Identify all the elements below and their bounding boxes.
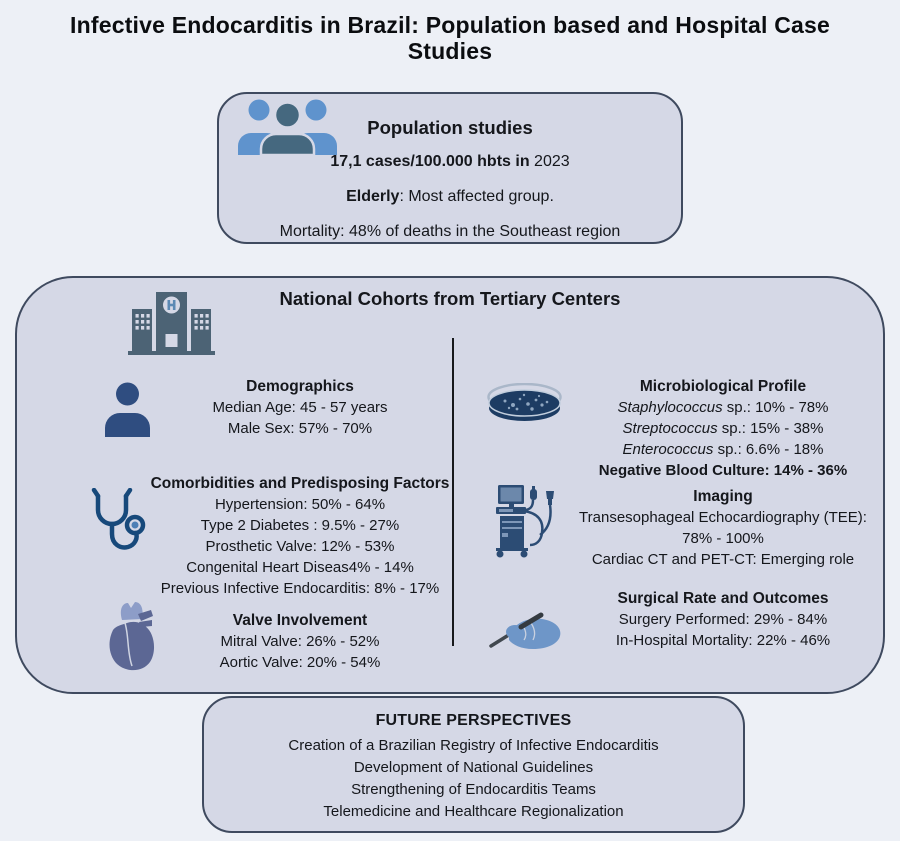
- genus-range: sp.: 15% - 38%: [717, 420, 824, 437]
- mortality-line: Mortality: 48% of deaths in the Southeast region: [279, 223, 621, 240]
- section-line: In-Hospital Mortality: 22% - 46%: [615, 632, 831, 649]
- section-title: Microbiological Profile: [639, 378, 807, 395]
- scalpel-hand-icon: [487, 608, 563, 650]
- section-line: Type 2 Diabetes : 9.5% - 27%: [200, 517, 400, 534]
- section-line: Mitral Valve: 26% - 52%: [220, 633, 380, 650]
- section-title: Valve Involvement: [232, 612, 368, 629]
- section-surgical-outcomes: [553, 588, 893, 651]
- genus-name: Streptococcus: [622, 420, 718, 437]
- section-title: Comorbidities and Predisposing Factors: [150, 475, 450, 492]
- ultrasound-machine-icon: [488, 485, 557, 558]
- future-line: Creation of a Brazilian Registry of Infective Endocarditis: [288, 737, 659, 754]
- page-title: Infective Endocarditis in Brazil: Population based and Hospital Case Studies: [70, 12, 830, 64]
- section-line: Previous Infective Endocarditis: 8% - 17%: [160, 580, 440, 597]
- genus-range: sp.: 6.6% - 18%: [713, 441, 824, 458]
- micro-row: [553, 460, 893, 481]
- section-comorbidities: [130, 473, 470, 599]
- section-title: Imaging: [693, 488, 753, 505]
- elderly-text: : Most affected group.: [399, 188, 554, 205]
- section-line: Median Age: 45 - 57 years: [212, 399, 388, 416]
- section-valve-involvement: [130, 610, 470, 673]
- micro-row: [553, 439, 893, 460]
- section-line: Prosthetic Valve: 12% - 53%: [205, 538, 395, 555]
- section-line: Hypertension: 50% - 64%: [214, 496, 386, 513]
- section-imaging: [553, 486, 893, 570]
- micro-row: [553, 397, 893, 418]
- section-title: Surgical Rate and Outcomes: [617, 590, 829, 607]
- elderly-line: [219, 188, 681, 206]
- cohorts-title: National Cohorts from Tertiary Centers: [279, 288, 621, 309]
- population-studies-box: [217, 92, 683, 244]
- future-perspectives-box: [202, 696, 745, 833]
- elderly-label: Elderly: [346, 188, 400, 205]
- incidence-year: 2023: [529, 153, 570, 170]
- national-cohorts-box: [15, 276, 885, 694]
- future-line: Strengthening of Endocarditis Teams: [351, 781, 596, 798]
- section-line: Congenital Heart Diseas4% - 14%: [186, 559, 414, 576]
- incidence-value: 17,1 cases/100.000 hbts in: [330, 153, 530, 170]
- section-demographics: [130, 376, 470, 439]
- section-microbiological-profile: [553, 376, 893, 481]
- population-box-title: Population studies: [367, 117, 533, 138]
- section-title: Demographics: [246, 378, 354, 395]
- genus-name: Enterococcus: [622, 441, 714, 458]
- micro-row: [553, 418, 893, 439]
- section-line: Cardiac CT and PET-CT: Emerging role: [591, 551, 855, 568]
- petri-dish-icon: [487, 383, 562, 428]
- section-line: 78% - 100%: [682, 530, 764, 547]
- future-line: Development of National Guidelines: [353, 759, 594, 776]
- section-line: Transesophageal Echocardiography (TEE):: [579, 509, 867, 526]
- genus-name: Staphylococcus: [617, 399, 723, 416]
- future-lines: [204, 735, 743, 823]
- section-line: Surgery Performed: 29% - 84%: [618, 611, 828, 628]
- genus-range: sp.: 10% - 78%: [722, 399, 829, 416]
- incidence-line: [219, 153, 681, 171]
- section-line: Male Sex: 57% - 70%: [227, 420, 373, 437]
- future-line: Telemedicine and Healthcare Regionalization: [323, 803, 624, 820]
- negative-culture: Negative Blood Culture: 14% - 36%: [598, 462, 848, 479]
- section-line: Aortic Valve: 20% - 54%: [219, 654, 381, 671]
- future-title: FUTURE PERSPECTIVES: [375, 712, 572, 729]
